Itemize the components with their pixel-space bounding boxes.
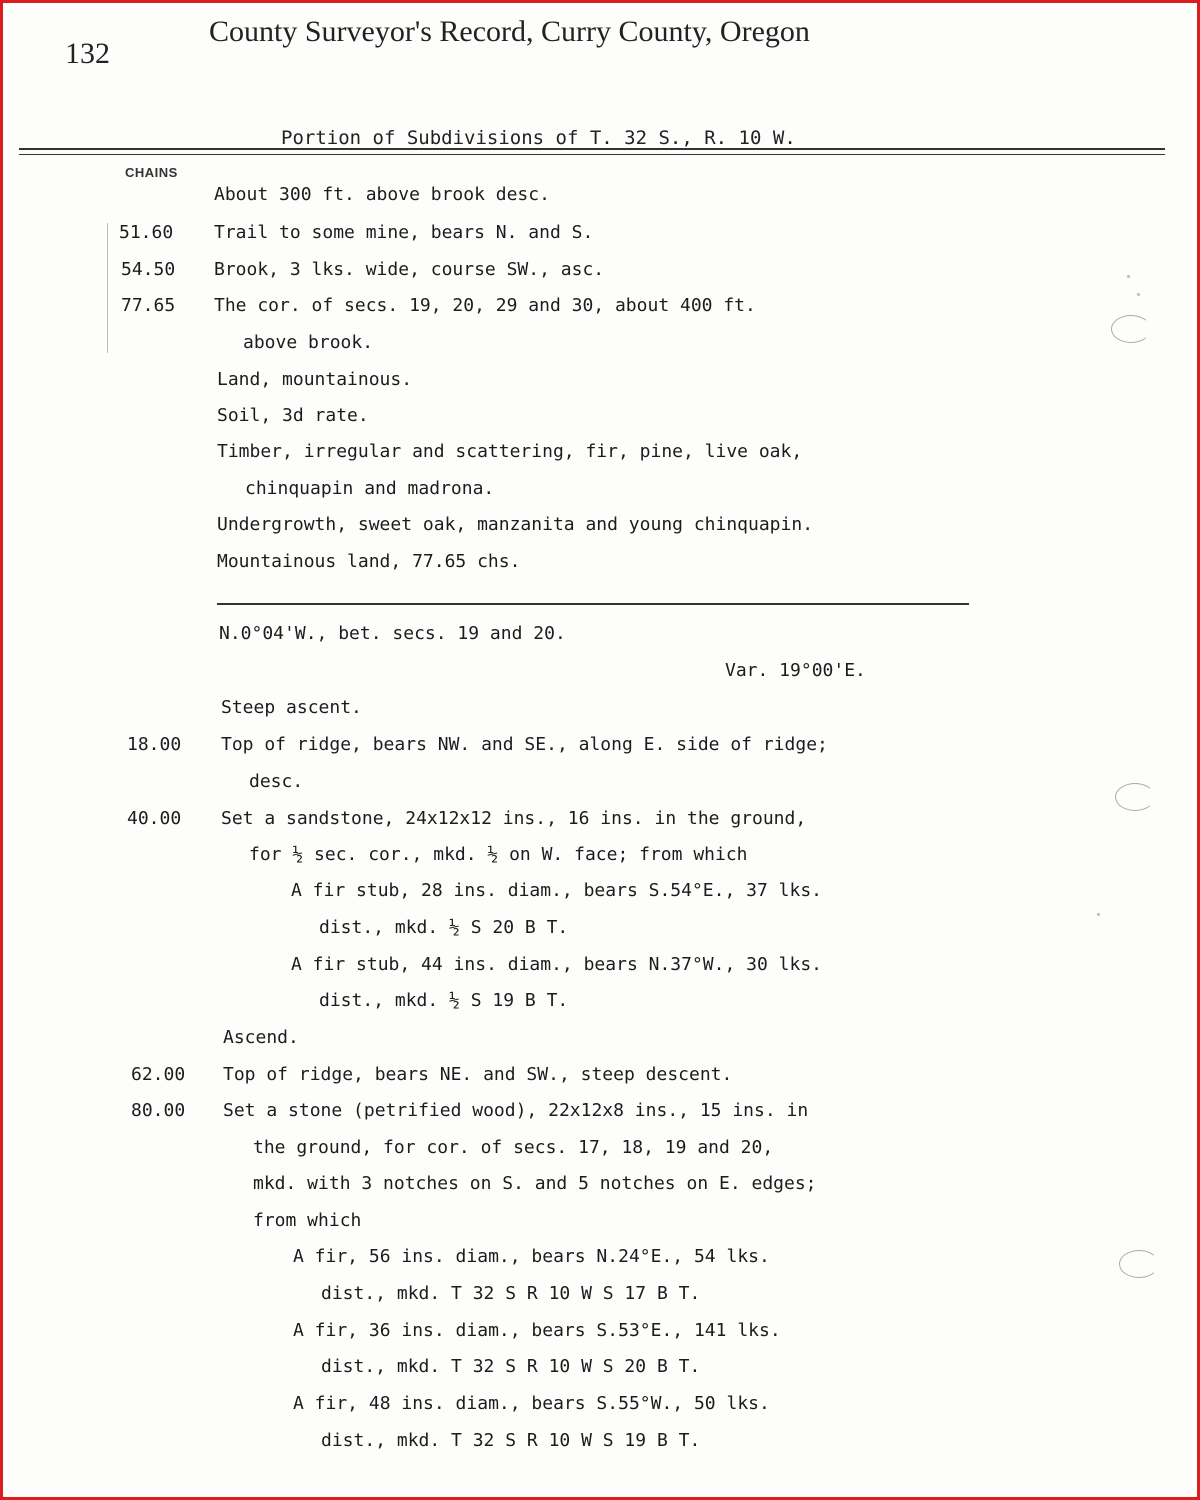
punch-hole-mark	[1119, 1250, 1159, 1278]
record-line: Timber, irregular and scattering, fir, pine, live oak,	[217, 441, 803, 462]
record-line: chinquapin and madrona.	[245, 478, 495, 499]
record-line: Top of ridge, bears NE. and SW., steep descent.	[223, 1064, 733, 1085]
record-line: Soil, 3d rate.	[217, 405, 369, 426]
section-subtitle: Portion of Subdivisions of T. 32 S., R. 10 W.	[281, 127, 796, 149]
chain-distance: 40.00	[127, 808, 182, 829]
scan-speck	[1137, 293, 1140, 296]
header-rule	[19, 148, 1165, 150]
record-line: Set a stone (petrified wood), 22x12x8 ins., 15 ins. in	[223, 1100, 809, 1121]
record-line: the ground, for cor. of secs. 17, 18, 19 and 20,	[253, 1137, 774, 1158]
chain-distance: 80.00	[131, 1100, 186, 1121]
record-line: A fir stub, 28 ins. diam., bears S.54°E., 37 lks.	[291, 880, 823, 901]
record-line: A fir stub, 44 ins. diam., bears N.37°W., 30 lks.	[291, 954, 823, 975]
scan-speck	[1097, 913, 1100, 916]
record-line: Ascend.	[223, 1027, 299, 1048]
record-line: Top of ridge, bears NW. and SE., along E. side of ridge;	[221, 734, 828, 755]
record-line: Brook, 3 lks. wide, course SW., asc.	[214, 259, 605, 280]
record-line: dist., mkd. ½ S 20 B T.	[319, 917, 569, 938]
record-line: Set a sandstone, 24x12x12 ins., 16 ins. in the ground,	[221, 808, 807, 829]
record-line: from which	[253, 1210, 362, 1231]
record-line: desc.	[249, 771, 304, 792]
record-line: dist., mkd. T 32 S R 10 W S 19 B T.	[321, 1430, 701, 1451]
section-divider	[217, 603, 969, 605]
scan-speck	[1127, 275, 1130, 278]
record-line: mkd. with 3 notches on S. and 5 notches on E. edges;	[253, 1173, 817, 1194]
chain-distance: 18.00	[127, 734, 182, 755]
record-line: A fir, 56 ins. diam., bears N.24°E., 54 lks.	[293, 1246, 770, 1267]
record-line: A fir, 36 ins. diam., bears S.53°E., 141 lks.	[293, 1320, 781, 1341]
punch-hole-mark	[1111, 315, 1151, 343]
chains-column-label: CHAINS	[125, 165, 178, 180]
punch-hole-mark	[1115, 783, 1155, 811]
record-line: Land, mountainous.	[217, 369, 413, 390]
record-line: dist., mkd. ½ S 19 B T.	[319, 990, 569, 1011]
record-line: above brook.	[243, 332, 374, 353]
record-line: A fir, 48 ins. diam., bears S.55°W., 50 lks.	[293, 1393, 770, 1414]
record-line: About 300 ft. above brook desc.	[214, 184, 550, 205]
chain-distance: 77.65	[121, 295, 176, 316]
document-title: County Surveyor's Record, Curry County, Oregon	[209, 15, 810, 48]
record-line: Trail to some mine, bears N. and S.	[214, 222, 594, 243]
margin-line	[107, 223, 108, 353]
chain-distance: 62.00	[131, 1064, 186, 1085]
record-line: N.0°04'W., bet. secs. 19 and 20.	[219, 623, 566, 644]
record-line: dist., mkd. T 32 S R 10 W S 20 B T.	[321, 1356, 701, 1377]
header-rule-thin	[19, 154, 1165, 155]
record-line: Steep ascent.	[221, 697, 362, 718]
record-line: The cor. of secs. 19, 20, 29 and 30, about 400 ft.	[214, 295, 756, 316]
page-number: 132	[65, 37, 110, 70]
chain-distance: 51.60	[119, 222, 174, 243]
record-line: Mountainous land, 77.65 chs.	[217, 551, 521, 572]
record-line: dist., mkd. T 32 S R 10 W S 17 B T.	[321, 1283, 701, 1304]
record-line: for ½ sec. cor., mkd. ½ on W. face; from which	[249, 844, 748, 865]
chain-distance: 54.50	[121, 259, 176, 280]
variation-line: Var. 19°00'E.	[725, 660, 866, 681]
record-line: Undergrowth, sweet oak, manzanita and young chinquapin.	[217, 514, 814, 535]
